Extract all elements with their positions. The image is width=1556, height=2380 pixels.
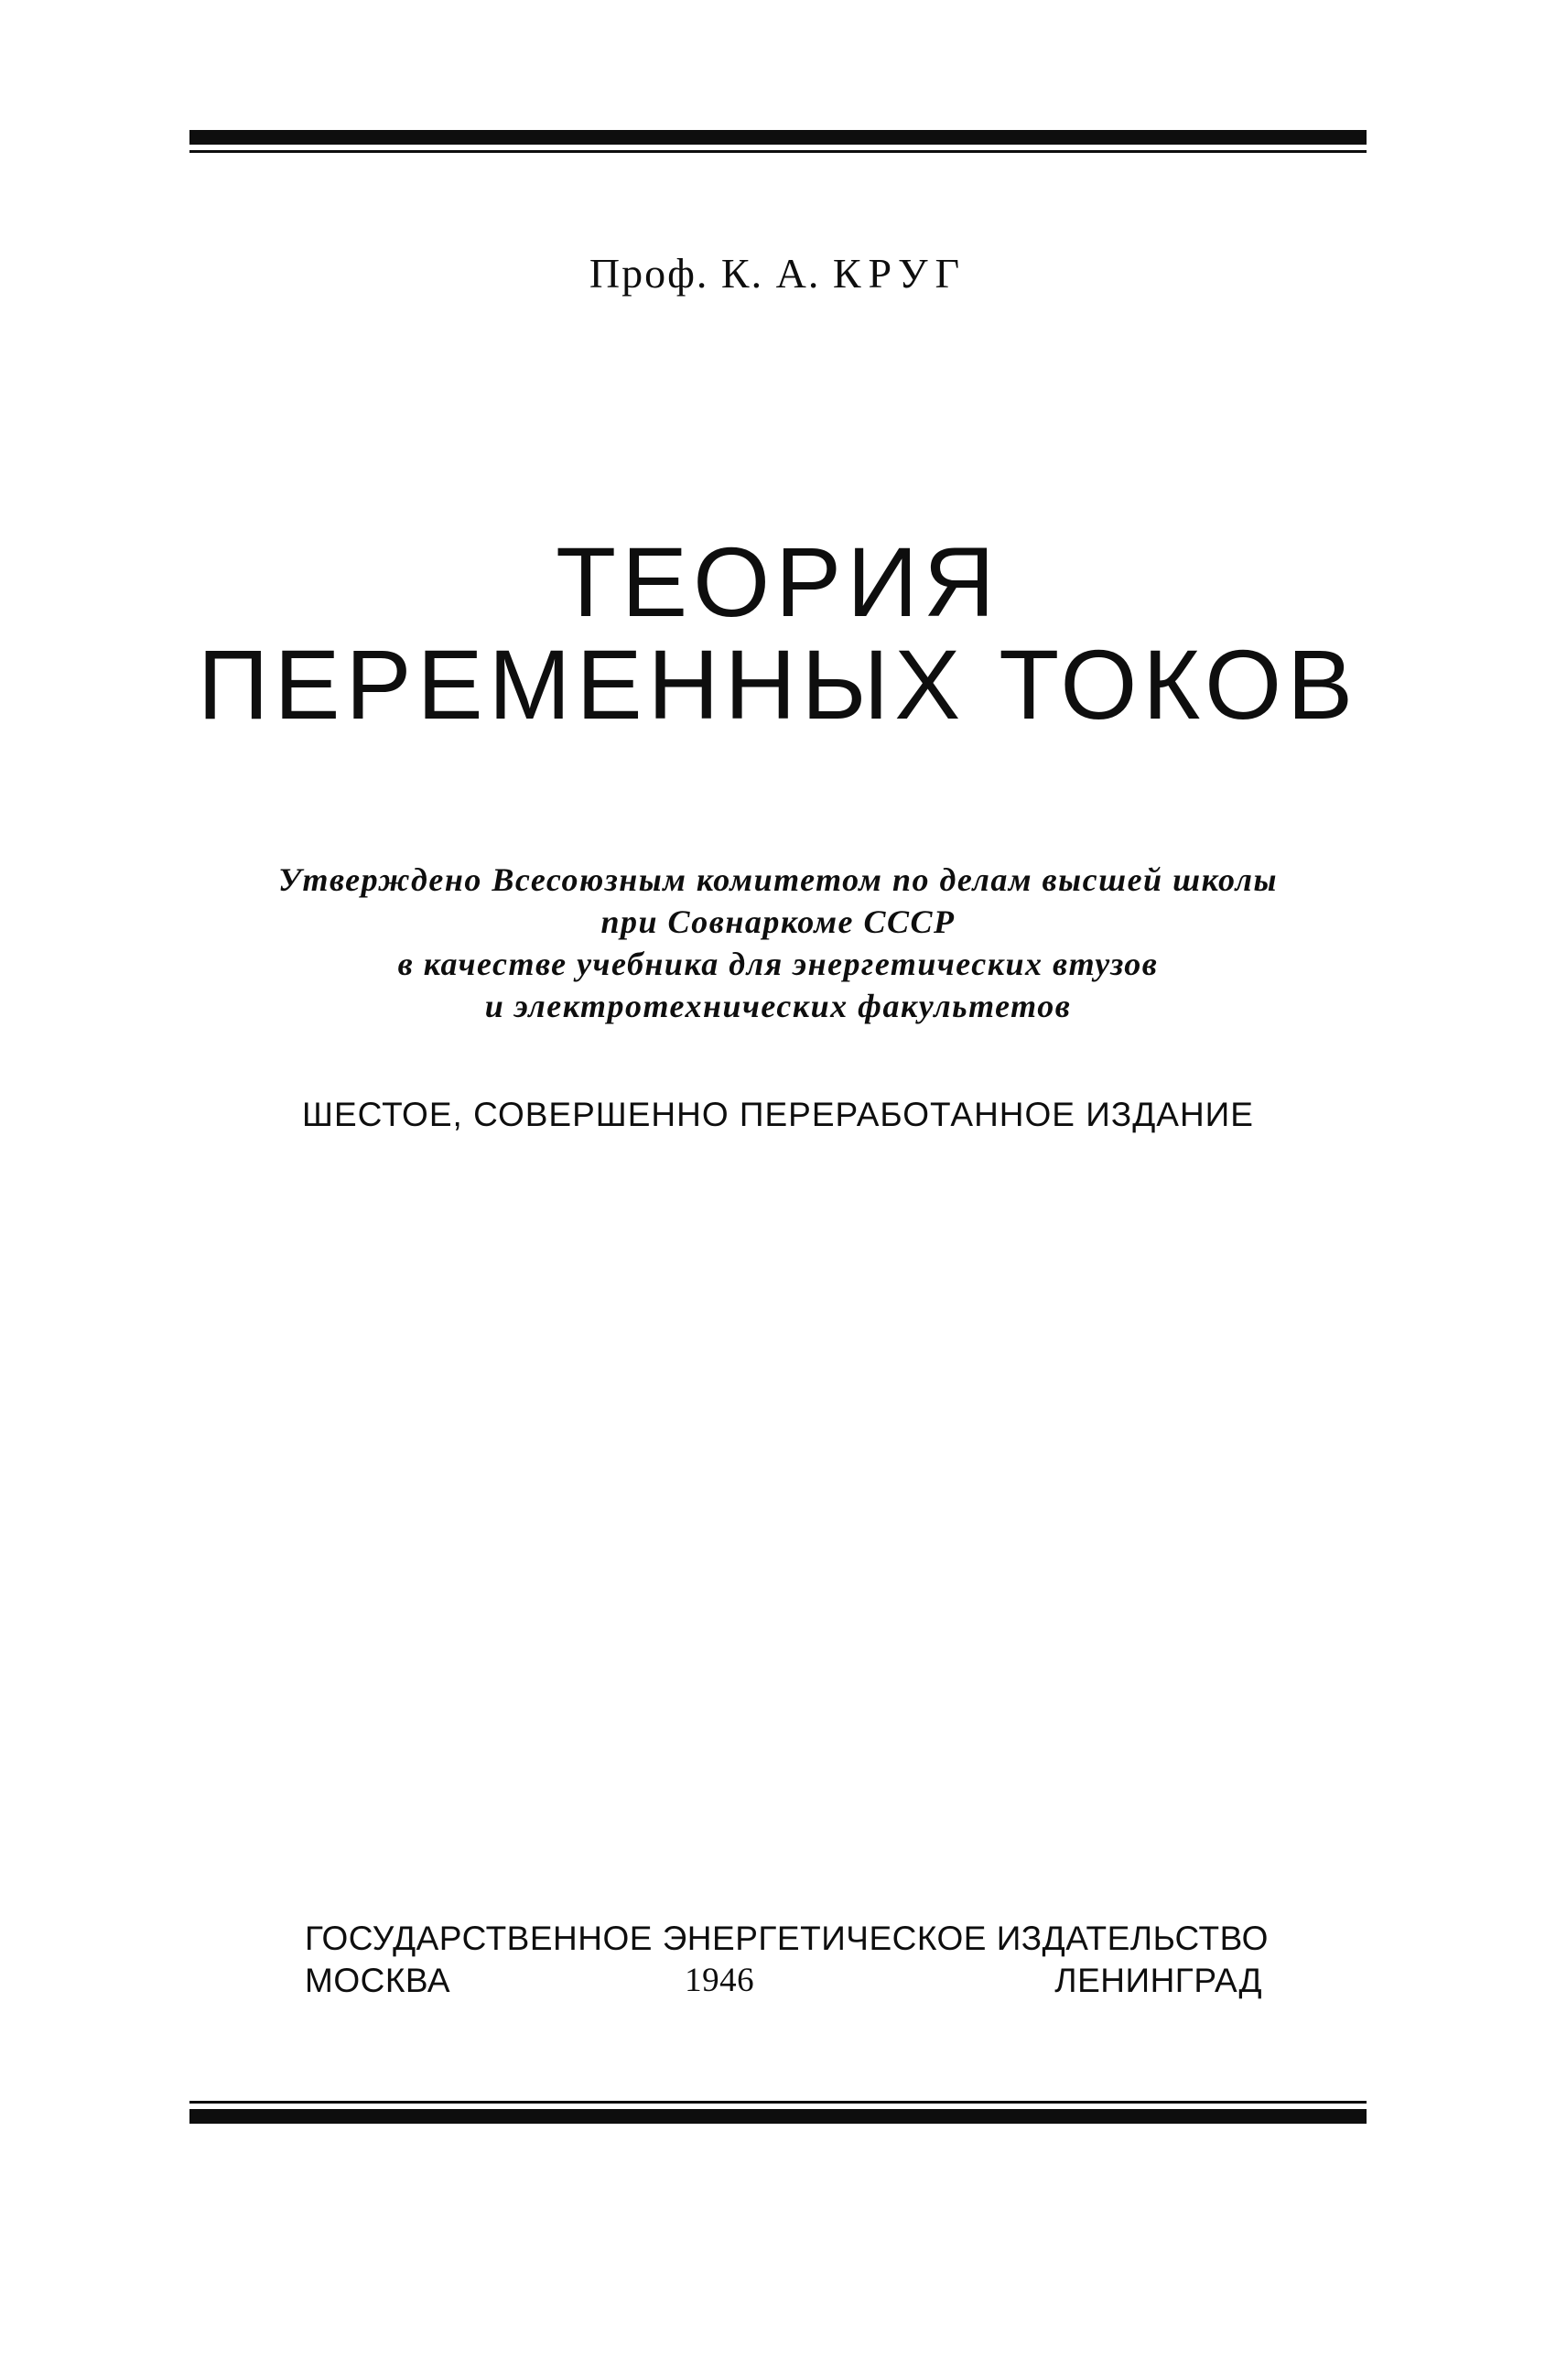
- author-line: [0, 250, 1556, 297]
- edition-note: ШЕСТОЕ, СОВЕРШЕННО ПЕРЕРАБОТАННОЕ ИЗДАНИЕ: [302, 1096, 1254, 1133]
- bottom-rule: [189, 2101, 1367, 2124]
- title-line-1: ТЕОРИЯ: [556, 526, 1000, 637]
- author-prefix: Проф. К. А.: [589, 250, 821, 297]
- book-title: [0, 526, 1556, 741]
- approval-line-3: в качестве учебника для энергетических втузов: [397, 946, 1159, 982]
- publisher-name: ГОСУДАРСТВЕННОЕ ЭНЕРГЕТИЧЕСКОЕ ИЗДАТЕЛЬСТВО: [305, 1920, 1269, 1957]
- city-leningrad: ЛЕНИНГРАД: [1054, 1962, 1262, 1999]
- approval-statement: [0, 859, 1556, 1027]
- top-rule-thick: [189, 130, 1367, 145]
- title-line-2: ПЕРЕМЕННЫХ ТОКОВ: [197, 629, 1359, 741]
- approval-line-2: при Совнаркоме СССР: [600, 903, 956, 940]
- imprint-line: [305, 1961, 1262, 2001]
- approval-line-4: и электротехнических факультетов: [484, 988, 1072, 1024]
- publication-year: 1946: [685, 1962, 755, 1999]
- author-surname: КРУГ: [832, 250, 967, 297]
- top-rule-thin: [189, 150, 1367, 153]
- publisher-block: [305, 1919, 1269, 2001]
- top-rule: [189, 130, 1367, 153]
- approval-line-1: Утверждено Всесоюзным комитетом по делам высшей школы: [277, 861, 1279, 898]
- city-moscow: МОСКВА: [305, 1962, 451, 1999]
- bottom-rule-thick: [189, 2109, 1367, 2124]
